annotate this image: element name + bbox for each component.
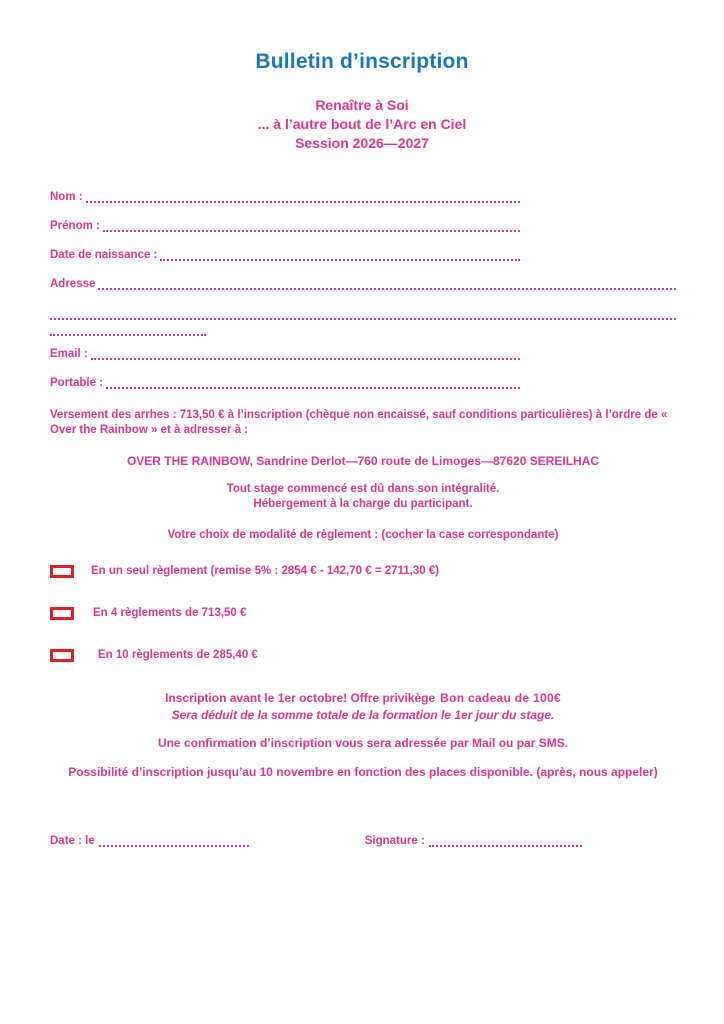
naissance-input-line[interactable] <box>160 258 520 261</box>
payment-option-single <box>50 564 676 578</box>
field-naissance <box>50 248 520 263</box>
subtitle-line-3: Session 2026—2027 <box>295 135 429 151</box>
ten-payments-label: En 10 règlements de 285,40 € <box>98 648 258 661</box>
adresse-label: Adresse <box>50 278 96 290</box>
prenom-label: Prénom : <box>50 220 100 232</box>
payment-options-list <box>50 564 676 662</box>
four-payments-label: En 4 règlements de 713,50 € <box>93 606 247 619</box>
adresse-input-line-3[interactable] <box>50 322 206 336</box>
note-integrality: Tout stage commencé est dû dans son intégralité. <box>226 483 500 495</box>
email-label: Email : <box>50 348 88 360</box>
subtitle-line-2: ... à l’autre bout de l’Arc en Ciel <box>257 116 467 132</box>
field-prenom <box>50 219 520 234</box>
page-title: Bulletin d’inscription <box>255 50 469 73</box>
payee-address-line: OVER THE RAINBOW, Sandrine Derlot—760 route de Limoges—87620 SEREILHAC <box>126 454 600 468</box>
field-email <box>50 347 520 362</box>
signature-input-line[interactable] <box>429 845 582 847</box>
offer-deduction-note: Sera déduit de la somme totale de la formation le 1er jour du stage. <box>171 708 555 722</box>
personal-info-fields <box>50 190 676 391</box>
arrhes-paragraph: Versement des arrhes : 713,50 € à l’inscription (chèque non encaissé, sauf conditions particulières) à l’ordre de « Over the Rainbow » et à adresser à : <box>50 409 668 436</box>
date-label: Date : le <box>50 835 95 847</box>
date-input-line[interactable] <box>99 845 249 847</box>
portable-label: Portable : <box>50 377 104 389</box>
adresse-input-line-1[interactable] <box>98 287 676 290</box>
payment-option-10x <box>50 648 676 662</box>
email-input-line[interactable] <box>91 357 520 360</box>
single-payment-checkbox[interactable] <box>50 565 74 578</box>
deadline-note: Possibilité d’inscription jusqu’au 10 novembre en fonction des places disponible. (après, nous appeler) <box>68 765 658 779</box>
signature-group <box>365 834 582 849</box>
field-portable <box>50 376 520 391</box>
offer-gift-bold: Bon cadeau de 100€ <box>440 691 561 705</box>
form-subtitle <box>0 96 724 153</box>
field-nom <box>50 190 520 205</box>
prenom-input-line[interactable] <box>103 229 520 232</box>
subtitle-line-1: Renaître à Soi <box>315 97 409 113</box>
note-hebergement: Hébergement à la charge du participant. <box>253 498 473 510</box>
offer-line <box>50 690 676 707</box>
offer-prefix: Inscription avant le 1er octobre! Offre privikège <box>165 691 436 705</box>
signature-label: Signature : <box>364 835 425 847</box>
stage-notes <box>50 482 676 512</box>
date-signature-row <box>50 834 676 849</box>
confirmation-note: Une confirmation d’inscription vous sera adressée par Mail ou par SMS. <box>157 736 569 750</box>
ten-payments-checkbox[interactable] <box>50 649 74 662</box>
nom-label: Nom : <box>50 191 83 203</box>
offer-block <box>50 690 676 781</box>
date-group <box>50 834 249 849</box>
adresse-input-line-2[interactable] <box>50 306 676 320</box>
field-adresse <box>50 277 676 292</box>
single-payment-label: En un seul règlement (remise 5% : 2854 € - 142,70 € = 2711,30 €) <box>91 564 440 577</box>
payment-choice-heading: Votre choix de modalité de règlement : (cocher la case correspondante) <box>167 529 559 541</box>
payment-option-4x <box>50 606 676 620</box>
naissance-label: Date de naissance : <box>50 249 158 261</box>
four-payments-checkbox[interactable] <box>50 607 74 620</box>
nom-input-line[interactable] <box>86 200 520 203</box>
portable-input-line[interactable] <box>106 386 520 389</box>
